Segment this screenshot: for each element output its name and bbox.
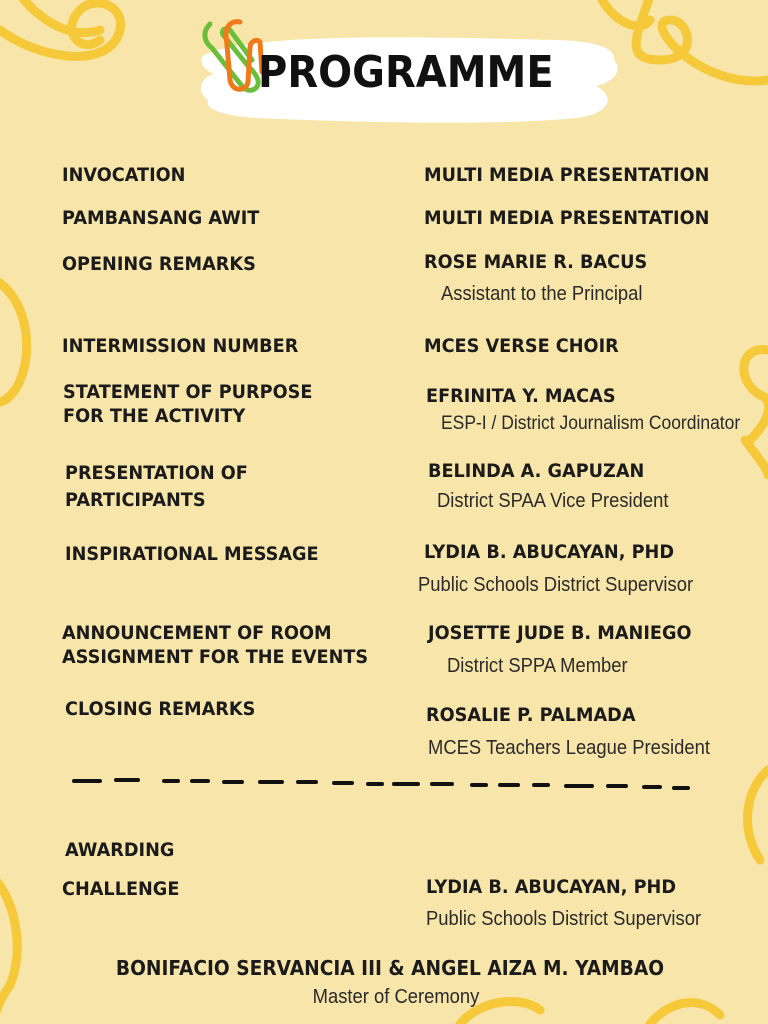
program-item-label: INTERMISSION NUMBER	[62, 335, 299, 357]
assignee-name: EFRINITA Y. MACAS	[426, 385, 616, 407]
program-item-label: CLOSING REMARKS	[65, 698, 256, 720]
master-of-ceremony-names: BONIFACIO SERVANCIA III & ANGEL AIZA M. YAMBAO	[115, 956, 665, 980]
assignee-role: Assistant to the Principal	[441, 283, 643, 305]
assignee-role: MCES Teachers League President	[428, 737, 710, 759]
master-of-ceremony-role: Master of Ceremony	[312, 986, 480, 1008]
program-item-label: INSPIRATIONAL MESSAGE	[65, 543, 319, 565]
program-item-label: AWARDING	[65, 839, 175, 861]
program-item-label: ASSIGNMENT FOR THE EVENTS	[62, 646, 369, 668]
program-item-label: CHALLENGE	[62, 878, 180, 900]
assignee-name: LYDIA B. ABUCAYAN, PHD	[424, 541, 674, 563]
assignee-name: ROSE MARIE R. BACUS	[424, 251, 648, 273]
program-item-label: INVOCATION	[62, 164, 186, 186]
assignee-name: MULTI MEDIA PRESENTATION	[424, 207, 710, 229]
assignee-role: District SPAA Vice President	[437, 490, 669, 512]
program-item-label: PRESENTATION OF	[65, 462, 248, 484]
program-item-label: ANNOUNCEMENT OF ROOM	[62, 622, 332, 644]
assignee-role: Public Schools District Supervisor	[418, 574, 694, 596]
assignee-name: MULTI MEDIA PRESENTATION	[424, 164, 710, 186]
dashed-divider	[72, 772, 692, 796]
assignee-name: ROSALIE P. PALMADA	[426, 704, 636, 726]
assignee-name: JOSETTE JUDE B. MANIEGO	[428, 622, 692, 644]
page-title: PROGRAMME	[258, 48, 554, 98]
program-item-label: FOR THE ACTIVITY	[63, 405, 246, 427]
program-item-label: STATEMENT OF PURPOSE	[63, 381, 313, 403]
assignee-name: LYDIA B. ABUCAYAN, PHD	[426, 876, 676, 898]
assignee-role: Public Schools District Supervisor	[426, 908, 702, 930]
program-item-label: PARTICIPANTS	[65, 489, 206, 511]
assignee-role: ESP-I / District Journalism Coordinator	[441, 413, 741, 434]
assignee-name: MCES VERSE CHOIR	[424, 335, 619, 357]
program-item-label: OPENING REMARKS	[62, 253, 256, 275]
assignee-role: District SPPA Member	[447, 655, 628, 677]
assignee-name: BELINDA A. GAPUZAN	[428, 460, 645, 482]
program-item-label: PAMBANSANG AWIT	[62, 207, 260, 229]
